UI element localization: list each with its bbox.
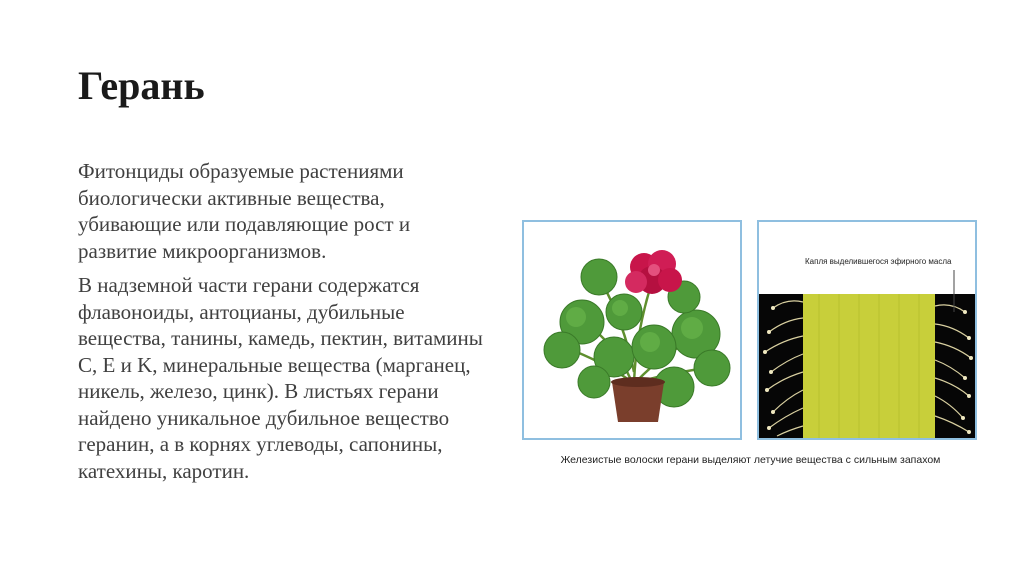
stem <box>803 294 935 438</box>
glandular-hairs-image <box>757 220 977 440</box>
body-text <box>78 158 488 492</box>
geranium-plant-illustration <box>524 222 740 438</box>
paragraph-composition: В надземной части герани содержатся флавоноиды, антоцианы, дубильные вещества, танины, камедь, пектин, витамины С, Е и K, минеральные вещества (марганец, никель, железо, цинк). В листьях герани найдено уникальное дубильное вещество геранин, а в корнях углеводы, сапонины, катехины, каротин. <box>78 273 483 483</box>
oil-drop-label: Капля выделившегося эфирного масла <box>805 257 952 266</box>
flower-cluster <box>625 250 682 294</box>
figure-caption: Железистые волоски герани выделяют летучие вещества с сильным запахом <box>560 454 941 466</box>
paragraph-phytoncides: Фитонциды образуемые растениями биологически активные вещества, убивающие или подавляющие рост и развитие микроорганизмов. <box>78 159 411 263</box>
flower-pot <box>612 382 664 422</box>
micrograph-illustration <box>759 222 975 438</box>
slide-title: Герань <box>78 63 205 108</box>
geranium-plant-image <box>522 220 742 440</box>
